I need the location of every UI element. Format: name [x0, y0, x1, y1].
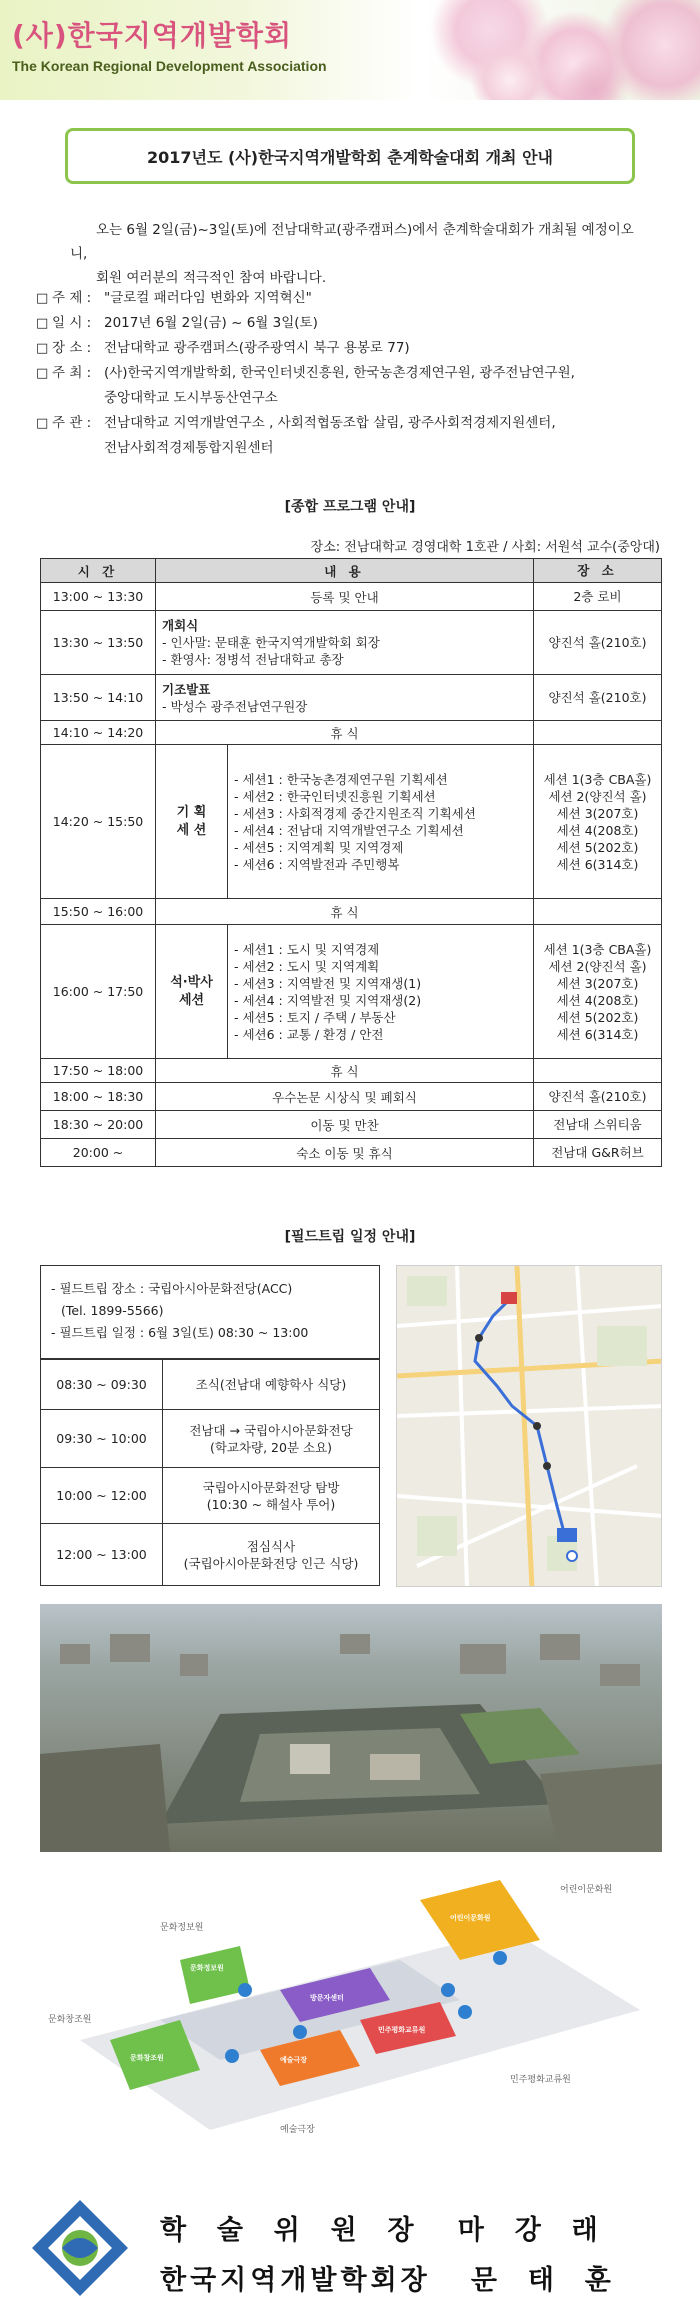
marker-icon — [458, 2005, 472, 2019]
row-place: 양진석 홀(210호) — [534, 1083, 662, 1111]
org-name: (사)한국지역개발학회 — [12, 19, 293, 52]
detail-key — [52, 386, 104, 411]
aerial-photo — [40, 1604, 662, 1852]
detail-organizer-cont — [36, 436, 666, 461]
event-details — [36, 286, 666, 461]
detail-key: 일 시 : — [52, 315, 92, 331]
ft-time: 09:30 ~ 10:00 — [41, 1410, 163, 1468]
row-content: 휴 식 — [156, 721, 534, 745]
fieldtrip-table — [40, 1359, 380, 1586]
table-row — [41, 1360, 380, 1410]
table-row — [41, 1139, 662, 1167]
association-logo — [30, 2198, 130, 2298]
row-content-title: 기조발표 — [162, 681, 211, 697]
detail-organizer — [36, 411, 666, 436]
table-row — [41, 675, 662, 721]
ft-activity — [163, 1468, 380, 1524]
plan-building-label: 민주평화교류원 — [378, 2026, 426, 2034]
row-content — [156, 675, 534, 721]
row-time: 17:50 ~ 18:00 — [41, 1059, 156, 1083]
plan-building-label: 예술극장 — [280, 2056, 308, 2064]
row-content-title: 개회식 — [162, 618, 199, 633]
session-room: 세션 4(208호) — [556, 822, 639, 838]
session-label-line: 석·박사 — [170, 974, 213, 990]
ft-activity — [163, 1410, 380, 1468]
row-time: 16:00 ~ 17:50 — [41, 925, 156, 1059]
ft-line: (국립아시아문화전당 인근 식당) — [183, 1555, 359, 1571]
ft-line: 전남대 → 국립아시아문화전당 — [189, 1422, 353, 1438]
plan-building-label: 어린이문화원 — [450, 1914, 491, 1922]
detail-value: "글로컬 패러다임 변화와 지역혁신" — [104, 290, 312, 306]
marker-icon — [441, 1983, 455, 1997]
plan-label: 예술극장 — [280, 2125, 315, 2135]
session-item: - 세션3 : 사회적경제 중간지원조직 기획세션 — [234, 805, 476, 821]
plan-label: 민주평화교류원 — [510, 2075, 571, 2085]
intro-line-1: 오는 6월 2일(금)~3일(토)에 전남대학교(광주캠퍼스)에서 춘계학술대회가 개최될 예정이오니, — [70, 222, 634, 262]
detail-theme — [36, 286, 666, 311]
detail-key — [52, 436, 104, 461]
route-map — [396, 1265, 662, 1587]
ft-line: 조식(전남대 예향학사 식당) — [195, 1377, 347, 1392]
program-place-note: 장소: 전남대학교 경영대학 1호관 / 사회: 서원석 교수(중앙대) — [310, 540, 660, 555]
fieldtrip-info — [40, 1265, 380, 1359]
detail-key: 주 관 : — [52, 415, 92, 431]
session-places — [534, 745, 662, 899]
plan-building-label: 문화창조원 — [130, 2054, 164, 2062]
session-label-line: 세션 — [178, 992, 205, 1008]
plan-label: 문화창조원 — [48, 2015, 92, 2025]
plan-label: 어린이문화원 — [560, 1885, 613, 1895]
header-time: 시 간 — [41, 559, 156, 583]
signature-line-1: 학 술 위 원 장 마 강 래 — [160, 2215, 602, 2246]
table-row — [41, 1524, 380, 1586]
marker-icon — [493, 1951, 507, 1965]
detail-key: 주 최 : — [52, 365, 92, 381]
table-row — [41, 1083, 662, 1111]
ft-line: 점심식사 — [246, 1538, 296, 1554]
session-room: 세션 2(양진석 홀) — [548, 958, 647, 974]
session-item: - 세션5 : 지역계획 및 지역경제 — [234, 839, 404, 855]
marker-icon — [225, 2049, 239, 2063]
detail-value: (사)한국지역개발학회, 한국인터넷진흥원, 한국농촌경제연구원, 광주전남연구원, — [104, 365, 575, 381]
marker-icon — [238, 1983, 252, 1997]
ft-time: 08:30 ~ 09:30 — [41, 1360, 163, 1410]
row-content-line: - 환영사: 정병석 전남대학교 총장 — [162, 652, 344, 667]
site-plan-drawing — [40, 1870, 662, 2160]
ft-time: 10:00 ~ 12:00 — [41, 1468, 163, 1524]
row-time: 13:50 ~ 14:10 — [41, 675, 156, 721]
row-content: 등록 및 안내 — [156, 583, 534, 611]
session-label-line: 세 션 — [176, 822, 207, 838]
start-marker-icon — [501, 1292, 517, 1304]
detail-key: 주 제 : — [52, 290, 92, 306]
table-row — [41, 899, 662, 925]
fieldtrip-place: - 필드트립 장소 : 국립아시아문화전당(ACC) — [51, 1281, 293, 1296]
site-plan — [40, 1870, 662, 2160]
checkbox-icon: □ — [36, 416, 49, 431]
header-place: 장 소 — [534, 559, 662, 583]
table-row — [41, 583, 662, 611]
table-row — [41, 721, 662, 745]
table-row — [41, 925, 662, 1059]
row-place: 전남대 G&R허브 — [534, 1139, 662, 1167]
session-item: - 세션3 : 지역발전 및 지역재생(1) — [234, 975, 422, 991]
session-item: - 세션4 : 지역발전 및 지역재생(2) — [234, 992, 422, 1008]
aerial-photo-drawing — [40, 1604, 662, 1852]
session-label — [156, 925, 228, 1059]
checkbox-icon: □ — [36, 341, 49, 356]
table-row — [41, 1111, 662, 1139]
row-content-line: - 인사말: 문태훈 한국지역개발학회 회장 — [162, 635, 380, 650]
row-time: 14:10 ~ 14:20 — [41, 721, 156, 745]
ft-line: (학교차량, 20분 소요) — [209, 1439, 333, 1455]
row-time: 14:20 ~ 15:50 — [41, 745, 156, 899]
destination-marker-icon — [557, 1528, 577, 1542]
ft-time: 12:00 ~ 13:00 — [41, 1524, 163, 1586]
row-time: 13:00 ~ 13:30 — [41, 583, 156, 611]
checkbox-icon: □ — [36, 291, 49, 306]
row-place: 양진석 홀(210호) — [534, 675, 662, 721]
row-content: 이동 및 만찬 — [156, 1111, 534, 1139]
signature-line-2: 한국지역개발학회장 문 태 훈 — [160, 2265, 615, 2296]
header-banner — [0, 0, 700, 100]
table-header-row — [41, 559, 662, 583]
session-item: - 세션5 : 토지 / 주택 / 부동산 — [234, 1009, 396, 1025]
session-list — [228, 745, 534, 899]
session-label — [156, 745, 228, 899]
table-row — [41, 1468, 380, 1524]
detail-value: 전남사회적경제통합지원센터 — [104, 440, 274, 456]
row-place — [534, 1059, 662, 1083]
row-place: 전남대 스위티움 — [534, 1111, 662, 1139]
row-place — [534, 721, 662, 745]
route-map-drawing — [397, 1266, 662, 1587]
row-time: 20:00 ~ — [41, 1139, 156, 1167]
plan-label: 문화정보원 — [160, 1923, 204, 1933]
detail-host-cont — [36, 386, 666, 411]
session-item: - 세션1 : 한국농촌경제연구원 기획세션 — [234, 771, 448, 787]
row-place: 2층 로비 — [534, 583, 662, 611]
session-item: - 세션2 : 한국인터넷진흥원 기획세션 — [234, 788, 436, 804]
session-room: 세션 3(207호) — [556, 805, 639, 821]
detail-key: 장 소 : — [52, 340, 92, 356]
plan-building-label: 문화정보원 — [190, 1964, 224, 1972]
plan-building-label: 방문자센터 — [310, 1994, 344, 2002]
row-time: 18:00 ~ 18:30 — [41, 1083, 156, 1111]
intro-text — [70, 218, 650, 290]
fieldtrip-schedule — [40, 1265, 380, 1586]
fieldtrip-date: - 필드트립 일정 : 6월 3일(토) 08:30 ~ 13:00 — [51, 1325, 309, 1340]
session-room: 세션 1(3층 CBA홀) — [543, 941, 652, 957]
detail-value: 2017년 6월 2일(금) ~ 6월 3일(토) — [104, 315, 318, 331]
ft-line: 국립아시아문화전당 탐방 — [202, 1479, 340, 1495]
session-item: - 세션1 : 도시 및 지역경제 — [234, 941, 380, 957]
ft-line: (10:30 ~ 해설사 투어) — [206, 1496, 336, 1512]
program-table — [40, 558, 662, 1167]
detail-spacer — [36, 386, 52, 411]
detail-value: 전남대학교 지역개발연구소 , 사회적협동조합 살림, 광주사회적경제지원센터, — [104, 415, 556, 431]
notice-title: 2017년도 (사)한국지역개발학회 춘계학술대회 개최 안내 — [65, 128, 635, 184]
detail-value: 중앙대학교 도시부동산연구소 — [104, 390, 278, 406]
detail-value: 전남대학교 광주캠퍼스(광주광역시 북구 용봉로 77) — [104, 340, 410, 356]
row-time: 13:30 ~ 13:50 — [41, 611, 156, 675]
detail-host — [36, 361, 666, 386]
fieldtrip-section-title: [필드트립 일정 안내] — [284, 1229, 416, 1245]
session-item: - 세션6 : 교통 / 환경 / 안전 — [234, 1026, 384, 1042]
checkbox-icon: □ — [36, 366, 49, 381]
row-content — [156, 611, 534, 675]
session-item: - 세션2 : 도시 및 지역계획 — [234, 958, 380, 974]
marker-icon — [293, 2025, 307, 2039]
detail-spacer — [36, 436, 52, 461]
row-time: 18:30 ~ 20:00 — [41, 1111, 156, 1139]
table-row — [41, 611, 662, 675]
row-content: 우수논문 시상식 및 폐회식 — [156, 1083, 534, 1111]
program-section-title: [종합 프로그램 안내] — [284, 499, 416, 515]
table-row — [41, 1059, 662, 1083]
session-places — [534, 925, 662, 1059]
signature-block — [30, 2190, 670, 2310]
row-content: 숙소 이동 및 휴식 — [156, 1139, 534, 1167]
ft-activity — [163, 1360, 380, 1410]
session-room: 세션 1(3층 CBA홀) — [543, 771, 652, 787]
session-list — [228, 925, 534, 1059]
session-room: 세션 2(양진석 홀) — [548, 788, 647, 804]
ft-activity — [163, 1524, 380, 1586]
row-time: 15:50 ~ 16:00 — [41, 899, 156, 925]
org-name-english: The Korean Regional Development Association — [12, 58, 327, 74]
checkbox-icon: □ — [36, 316, 49, 331]
fieldtrip-phone: (Tel. 1899-5566) — [61, 1303, 164, 1318]
row-place — [534, 899, 662, 925]
header-content: 내 용 — [156, 559, 534, 583]
row-content-line: - 박성수 광주전남연구원장 — [162, 698, 308, 714]
detail-place — [36, 336, 666, 361]
session-room: 세션 6(314호) — [556, 1026, 639, 1042]
row-content: 휴 식 — [156, 1059, 534, 1083]
session-room: 세션 6(314호) — [556, 856, 639, 872]
session-room: 세션 5(202호) — [556, 839, 639, 855]
row-place: 양진석 홀(210호) — [534, 611, 662, 675]
session-label-line: 기 획 — [176, 804, 207, 820]
intro-line-2: 회원 여러분의 적극적인 참여 바랍니다. — [96, 270, 327, 286]
table-row — [41, 1410, 380, 1468]
detail-date — [36, 311, 666, 336]
row-content: 휴 식 — [156, 899, 534, 925]
session-item: - 세션4 : 전남대 지역개발연구소 기획세션 — [234, 822, 464, 838]
session-item: - 세션6 : 지역발전과 주민행복 — [234, 856, 400, 872]
session-room: 세션 3(207호) — [556, 975, 639, 991]
table-row — [41, 745, 662, 899]
session-room: 세션 4(208호) — [556, 992, 639, 1008]
session-room: 세션 5(202호) — [556, 1009, 639, 1025]
